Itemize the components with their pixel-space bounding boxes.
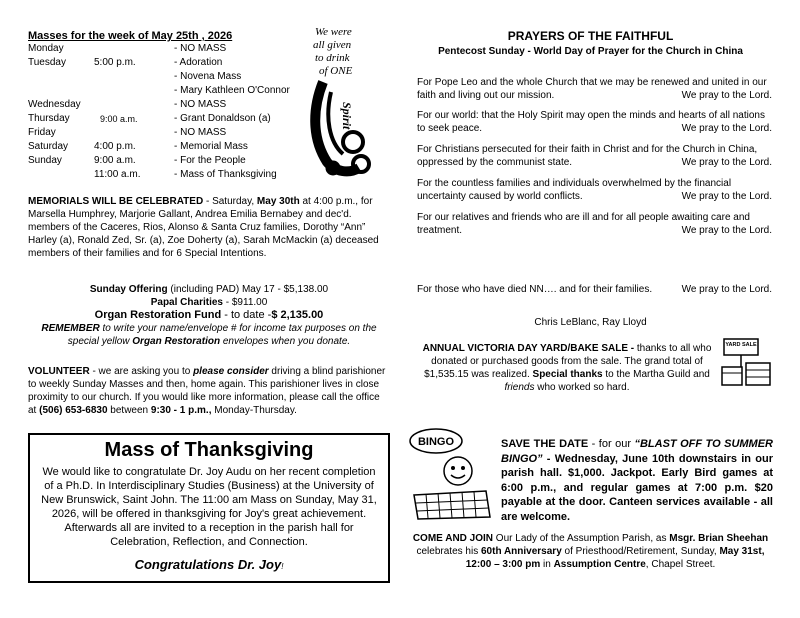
mass-event: - NO MASS bbox=[174, 43, 227, 54]
prayer-item bbox=[417, 143, 772, 169]
memorials-notice: MEMORIALS WILL BE CELEBRATED - Saturday, May 30th at 4:00 p.m., for Marsella Humphrey, Marjorie Gallant, Andrea Emilia Bernabey and dec'd. members of the Caceres, Rios, Alonso & Santa Cruz families, Dorothy “Ann” Harley (a), Ronald Zed, Sr. (a), Zoe Doherty (a), Sarah McMackin (a) deceased members of their families and for 6 Special Intentions. bbox=[28, 196, 379, 259]
prayer-response: We pray to the Lord. bbox=[681, 123, 772, 134]
mass-day: Friday bbox=[28, 127, 56, 138]
prayer-text-end: oppressed by the communist state. bbox=[417, 157, 573, 168]
thanksgiving-body: We would like to congratulate Dr. Joy Audu on her recent completion of a Ph.D. In Interdisciplinary Studies (Business) at the University of New Brunswick, Saint John. The 11:00 am Mass on Sunday, May 31, 2026, will be offered in thanksgiving for Joy's great achievement. Afterwards all are invited to a reception in the parish hall for Celebration, Reflection, and Connection. bbox=[41, 466, 377, 548]
volunteer-notice: VOLUNTEER - we are asking you to please consider driving a blind parishioner to weekly Sunday Masses and then, home again. This parishioner lives in close proximity to our church. If you would like more information, please call the office at (506) 653-6830 between 9:30 - 1 p.m., Monday-Thursday. bbox=[28, 366, 386, 416]
prayer-text: For our relatives and friends who are ill and for all people awaiting care and bbox=[417, 212, 750, 223]
mass-day: Monday bbox=[28, 43, 64, 54]
prayer-text-end: faith and living out our mission. bbox=[417, 90, 555, 101]
mass-event: - Memorial Mass bbox=[174, 141, 248, 152]
mass-event: - Mass of Thanksgiving bbox=[174, 169, 277, 180]
prayer-text: For the countless families and individuals overwhelmed by the financial bbox=[417, 178, 732, 189]
prayer-response: We pray to the Lord. bbox=[681, 90, 772, 101]
prayer-response: We pray to the Lord. bbox=[681, 191, 772, 202]
prayers-subtitle: Pentecost Sunday - World Day of Prayer for the Church in China bbox=[438, 46, 743, 57]
prayer-response: We pray to the Lord. bbox=[681, 225, 772, 236]
mass-time: 9:00 a.m. bbox=[94, 155, 136, 166]
spirit-illustration bbox=[303, 22, 381, 180]
anniversary-notice: COME AND JOIN Our Lady of the Assumption Parish, as Msgr. Brian Sheehan celebrates his 60th Anniversary of Priesthood/Retirement, Sunday, May 31st, 12:00 – 3:00 pm in Assumption Centre, Chapel Street. bbox=[412, 533, 769, 570]
prayer-text-end: to seek peace. bbox=[417, 123, 483, 134]
mass-event: - Novena Mass bbox=[174, 71, 242, 82]
mass-day: Sunday bbox=[28, 155, 62, 166]
mass-time: 5:00 p.m. bbox=[94, 57, 136, 68]
spirit-text-2: all given bbox=[313, 39, 352, 51]
prayer-line bbox=[417, 190, 772, 203]
spirit-text-1: We were bbox=[315, 26, 352, 38]
prayer-text-end: uncertainty caused by world conflicts. bbox=[417, 191, 583, 202]
prayer-item bbox=[417, 283, 772, 296]
prayer-line bbox=[417, 224, 772, 237]
prayer-text: For Christians persecuted for their faith in Christ and for the Church in China, bbox=[417, 144, 758, 155]
prayer-item bbox=[417, 177, 772, 203]
prayer-text: For Pope Leo and the whole Church that we may be renewed and united in our bbox=[417, 77, 767, 88]
prayer-line bbox=[417, 122, 772, 135]
offerings-block: Sunday Offering (including PAD) May 17 - $5,138.00 Papal Charities - $911.00 Organ Restoration Fund - to date -$ 2,135.00 REMEMBER to write your name/envelope # for income tax purposes on the special yellow Organ Restoration envelopes when you donate. bbox=[41, 284, 377, 347]
mass-event: - For the People bbox=[174, 155, 246, 166]
mass-time: 9:00 a.m. bbox=[100, 114, 138, 124]
prayer-text-end: treatment. bbox=[417, 225, 463, 236]
masses-header: Masses for the week of May 25th , 2026 bbox=[28, 30, 233, 42]
prayer-text: For our world: that the Holy Spirit may open the minds and hearts of all nations bbox=[417, 110, 765, 121]
bingo-bubble-text: BINGO bbox=[417, 436, 455, 448]
bingo-illustration bbox=[404, 425, 496, 521]
prayer-item bbox=[417, 211, 772, 237]
prayer-line bbox=[417, 89, 772, 102]
thanksgiving-title: Mass of Thanksgiving bbox=[104, 439, 314, 461]
prayer-line bbox=[417, 283, 772, 296]
mass-of-thanksgiving-box bbox=[28, 433, 390, 583]
spirit-text-3: to drink bbox=[315, 52, 350, 64]
mass-time: 11:00 a.m. bbox=[94, 169, 141, 180]
yard-sale-sign-text: YARD SALE bbox=[725, 342, 757, 348]
mass-event: - Adoration bbox=[174, 57, 223, 68]
prayer-text-end: For those who have died NN…. and for their families. bbox=[417, 284, 653, 295]
bingo-notice: SAVE THE DATE - for our “BLAST OFF TO SUMMER BINGO” - Wednesday, June 10th downstairs in our parish hall. $1,000. Jackpot. Early Bird games at 6:00 p.m., and regular games at 7:00 p.m. $20 payable at the door. Canteen services available - all are welcome. bbox=[501, 438, 773, 523]
mass-day: Wednesday bbox=[28, 99, 81, 110]
mass-event: - Grant Donaldson (a) bbox=[174, 113, 271, 124]
mass-time: 4:00 p.m. bbox=[94, 141, 136, 152]
yard-sale-illustration bbox=[718, 337, 776, 389]
mass-day: Thursday bbox=[28, 113, 70, 124]
spirit-text-4: of ONE bbox=[319, 65, 353, 77]
prayer-item bbox=[417, 109, 772, 135]
prayer-item bbox=[417, 76, 772, 102]
yard-sale-notice: ANNUAL VICTORIA DAY YARD/BAKE SALE - thanks to all who donated or purchased goods from the sale. The grand total of $1,535.15 was realized. Special thanks to the Martha Guild and friends who worked so hard. bbox=[422, 343, 712, 393]
spirit-text-5: Spirit bbox=[340, 102, 354, 130]
thanksgiving-closing: Congratulations Dr. Joy! bbox=[134, 557, 284, 572]
mass-event: - Mary Kathleen O'Connor bbox=[174, 85, 290, 96]
mass-event: - NO MASS bbox=[174, 99, 227, 110]
mass-event: - NO MASS bbox=[174, 127, 227, 138]
prayer-line bbox=[417, 156, 772, 169]
mass-day: Saturday bbox=[28, 141, 69, 152]
prayers-authors: Chris LeBlanc, Ray Lloyd bbox=[534, 317, 647, 328]
prayers-title: PRAYERS OF THE FAITHFUL bbox=[507, 29, 674, 43]
mass-day: Tuesday bbox=[28, 57, 66, 68]
prayer-response: We pray to the Lord. bbox=[681, 157, 772, 168]
prayer-response: We pray to the Lord. bbox=[681, 284, 772, 295]
